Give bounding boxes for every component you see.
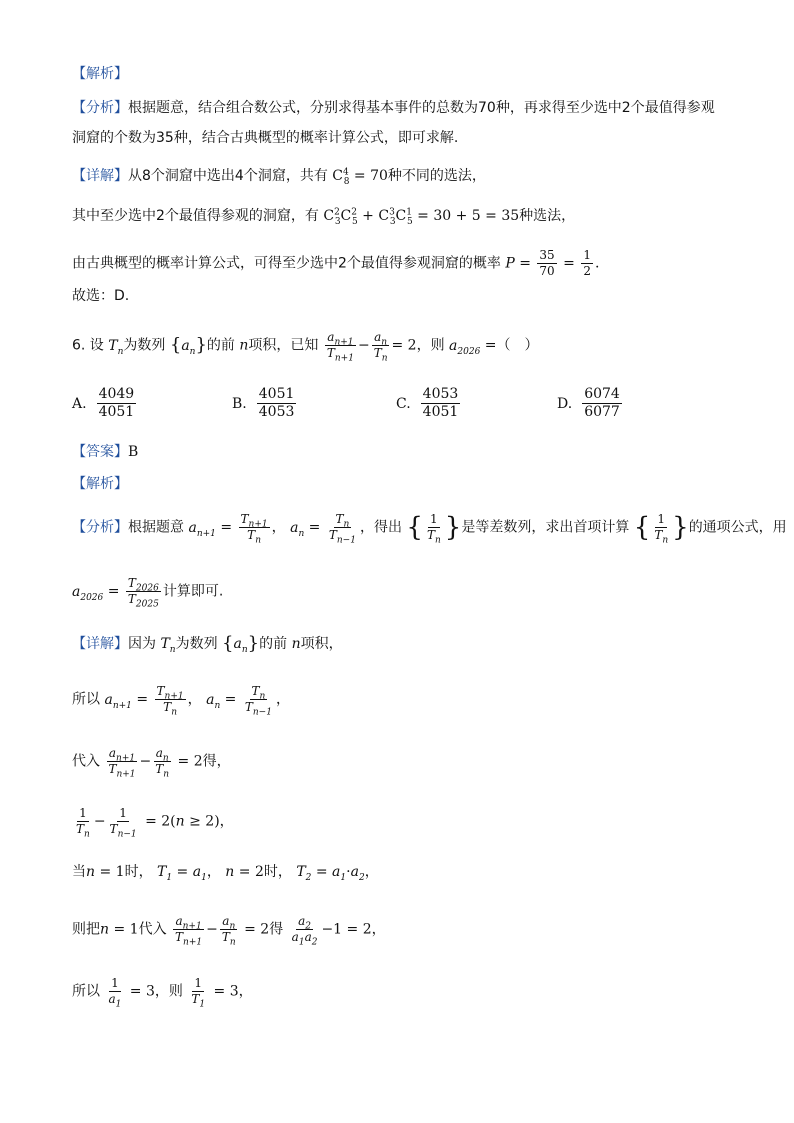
step-1: 所以 $a_{n+1}$ = $\frac{T_{n+1}}{T_n}$ ， $a_n$ = $\frac{T_n}{T_{n-1}}$ ， <box>72 684 290 718</box>
section-tag: 【分析】 <box>72 519 128 536</box>
section-tag: 【答案】 <box>72 444 128 460</box>
detail-paragraph-2 <box>72 206 575 226</box>
step-text: 时， <box>124 864 153 880</box>
analysis-header <box>72 64 128 84</box>
detail-text: 其中至少选中2个最值得参观的洞窟，有 <box>72 208 319 224</box>
analysis-text: 计算即可. <box>162 583 224 600</box>
step-text: 时， <box>263 864 292 880</box>
step-text: 所以 <box>72 983 100 1000</box>
analysis-text: 的通项公式，用 <box>688 519 787 536</box>
analysis-text: 根据题意，结合组合数公式，分别求得基本事件的总数为70种，再求得至少选中2个最值得参观 <box>128 100 715 116</box>
section-tag: 【分析】 <box>72 100 128 116</box>
analysis-paragraph <box>72 98 715 118</box>
option-d[interactable]: D. $\frac{6074}{6077}$ <box>557 386 620 420</box>
option-letter: C. <box>396 395 411 412</box>
combination-formula: $C^4_8 = 70$ <box>332 167 388 187</box>
option-b[interactable]: B. $\frac{4051}{4053}$ <box>232 386 295 420</box>
analysis-q6: 【分析】根据题意 $a_{n+1}$ = $\frac{T_{n+1}}{T_n}$ ， $a_n$ = $\frac{T_n}{T_{n-1}}$ ，得出 { $\frac{1}{T_n}$ }是等差数列，求出首项计算 { $\frac{1}{T_n}$ }的通项公式，用 <box>72 512 787 546</box>
question-text: 项积，已知 <box>248 337 319 354</box>
question-6: 6. 设 $T_n$为数列 $\{a_n\}$的前 n项积，已知 $\frac{a_{n+1}}{T_{n+1}}$ − $\frac{a_n}{T_n}$ = 2，则 $a_{2026}$ =（ ） <box>72 330 539 364</box>
option-letter: A. <box>72 395 87 412</box>
detail-text: 的前 <box>259 636 288 652</box>
analysis-text: 是等差数列，求出首项计算 <box>461 519 630 536</box>
step-text: 得 <box>269 921 284 938</box>
combination-formula: $C^2_3C^2_5 + C^3_3C^1_5 = 30 + 5 = 35$ <box>323 207 520 227</box>
detail-text: 种选法， <box>519 208 576 224</box>
option-letter: D. <box>557 395 573 412</box>
detail-text: 因为 <box>128 636 156 652</box>
probability-formula: P <box>505 255 515 272</box>
step-text: 得， <box>202 753 231 770</box>
detail-text: 为数列 <box>175 636 218 652</box>
fraction: $\frac{35}{70}$ <box>539 248 555 278</box>
option-c[interactable]: C. $\frac{4053}{4051}$ <box>396 386 459 420</box>
detail-paragraph <box>72 166 486 186</box>
detail-q6: 【详解】因为 $T_n$为数列 $\{a_n\}$的前 n项积， <box>72 633 343 655</box>
section-tag: 【详解】 <box>72 636 128 652</box>
step-6: 所以 $\frac{1}{a_1}$ = 3，则 $\frac{1}{T_1}$ = 3， <box>72 976 253 1010</box>
step-text: 当 <box>72 864 86 880</box>
analysis-text: 根据题意 <box>128 519 184 536</box>
answer-line <box>72 442 138 462</box>
choice-text: 故选：D. <box>72 288 130 304</box>
step-4: 当n = 1时， $T_1 = a_1$， n = 2时， $T_2 = a_1\cdot a_2$， <box>72 864 379 883</box>
analysis-text: ，得出 <box>359 519 402 536</box>
question-text: ，则 <box>416 337 445 354</box>
analysis-header-2 <box>72 474 128 494</box>
section-tag: 【解析】 <box>72 476 128 492</box>
question-text: 为数列 <box>123 337 166 354</box>
step-3: $\frac{1}{T_n}$ − $\frac{1}{T_{n-1}}$ = 2(n ≥ 2)， <box>76 806 234 840</box>
fraction: $\frac{1}{2}$ <box>583 248 591 278</box>
detail-text: 种不同的选法， <box>387 168 486 184</box>
detail-text: 项积， <box>300 636 343 652</box>
probability-line: 由古典概型的概率计算公式，可得至少选中2个最值得参观洞窟的概率 P = $\frac{35}{70}$ = $\frac{1}{2}$ . <box>72 248 600 278</box>
section-tag: 【详解】 <box>72 168 128 184</box>
question-text: （ ） <box>496 337 539 354</box>
option-letter: B. <box>232 395 247 412</box>
question-text: 的前 <box>206 337 235 354</box>
step-5: 则把n = 1代入 $\frac{a_{n+1}}{T_{n+1}}$ − $\frac{a_n}{T_n}$ = 2得 $\frac{a_2}{a_1a_2}$ −1 = 2， <box>72 914 386 948</box>
section-tag: 【解析】 <box>72 66 128 82</box>
option-a[interactable]: A. $\frac{4049}{4051}$ <box>72 386 135 420</box>
detail-text: 从8个洞窟中选出4个洞窟，共有 <box>128 168 328 184</box>
step-text: 代入 <box>138 921 167 938</box>
question-text: 6. 设 <box>72 337 104 354</box>
step-text: 代入 <box>72 753 100 770</box>
detail-text: 由古典概型的概率计算公式，可得至少选中2个最值得参观洞窟的概率 <box>72 255 501 272</box>
step-2: 代入 $\frac{a_{n+1}}{T_{n+1}}$ − $\frac{a_n}{T_n}$ = 2得， <box>72 746 231 780</box>
analysis-text: 洞窟的个数为35种，结合古典概型的概率计算公式，即可求解. <box>72 130 459 146</box>
answer-value: B <box>128 444 139 460</box>
step-text: 则把 <box>72 921 100 938</box>
analysis-q6-cont: $a_{2026}$ = $\frac{T_{2026}}{T_{2025}}$ 计算即可. <box>72 576 224 610</box>
step-text: 所以 <box>72 691 100 708</box>
analysis-paragraph-cont <box>72 128 458 148</box>
choice-line <box>72 286 129 306</box>
step-text: ，则 <box>154 983 183 1000</box>
